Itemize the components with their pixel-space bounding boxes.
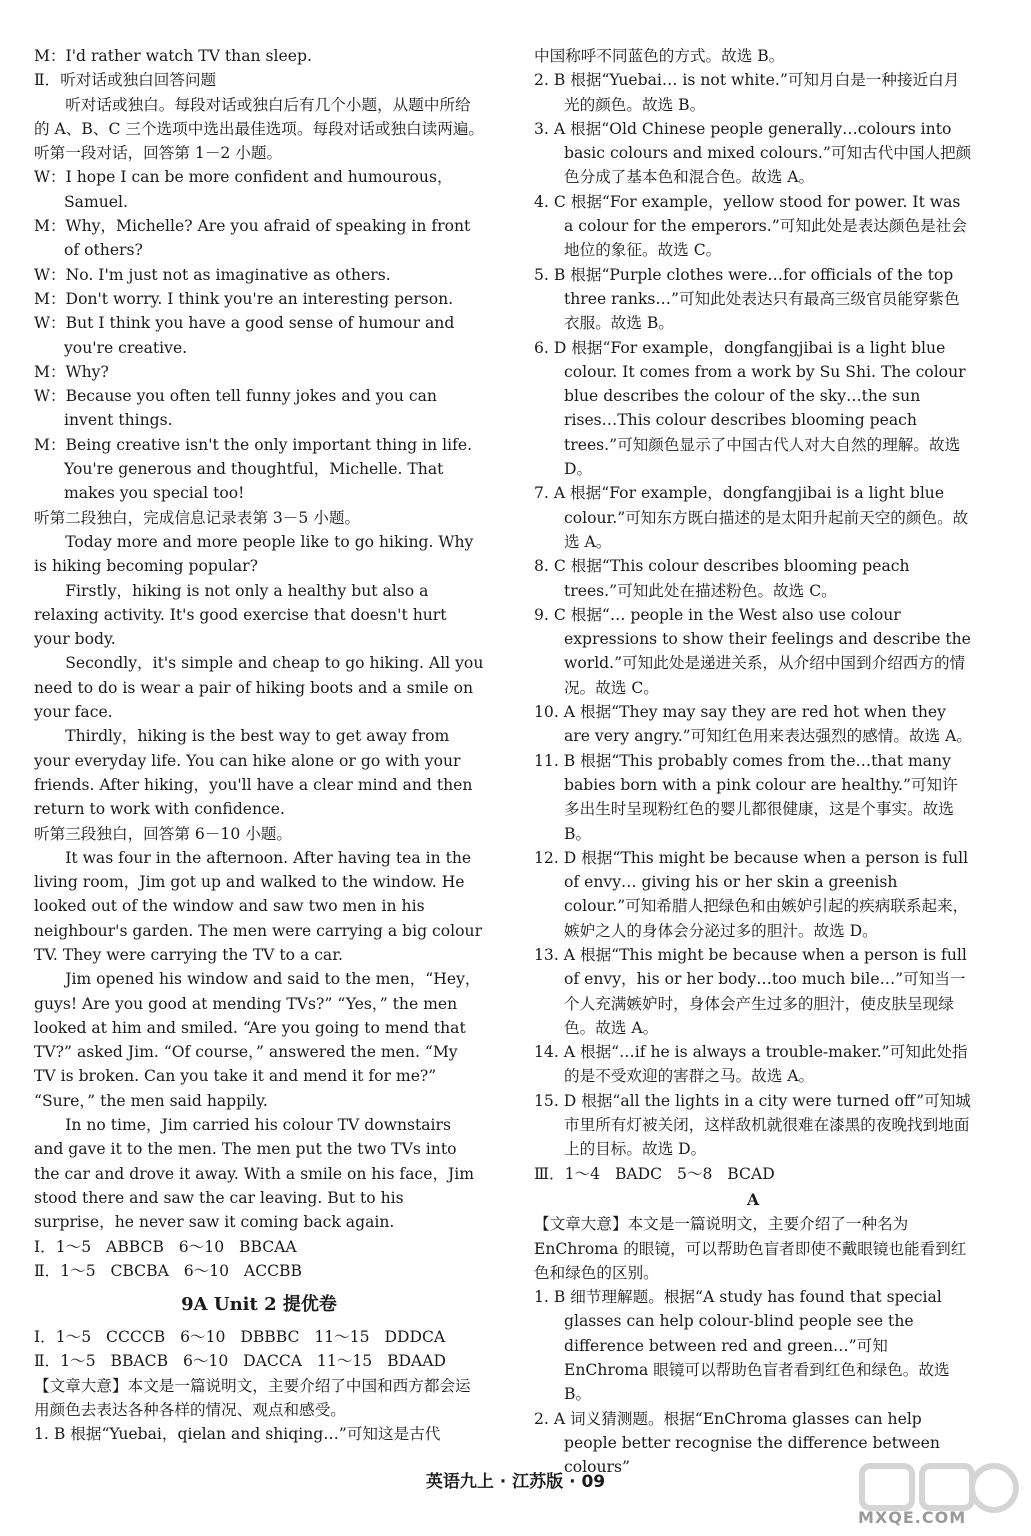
- left-column: [34, 44, 484, 1447]
- right-paragraph: 13. A 根据“This might be because when a person is full of envy，his or her body…too much bile…”可知当一个人充满嫉妒时，身体会产生过多的胆汁，使皮肤呈现绿色。故选 A。: [534, 945, 967, 1037]
- left-paragraph: M：Don't worry. I think you're an interesting person.: [34, 289, 454, 308]
- left-paragraph: 听第三段独白，回答第 6－10 小题。: [34, 824, 292, 843]
- right-paragraph: 1. B 细节理解题。根据“A study has found that special glasses can help colour-blind people see the difference between red and green…”可知 EnChroma 眼镜可以帮助色盲者看到红色和绿色。故选 B。: [534, 1288, 950, 1404]
- left-paragraph: Thirdly，hiking is the best way to get away from your everyday life. You can hike alone or go with your friends. After hiking，you'll have a clear mind and then return to work with confidence.: [34, 727, 473, 819]
- left-paragraph: 【文章大意】本文是一篇说明文，主要介绍了中国和西方都会运用颜色去表达各种各样的情况、观点和感受。: [34, 1376, 471, 1420]
- left-paragraph: 听对话或独白。每段对话或独白后有几个小题，从题中所给的 A、B、C 三个选项中选出最佳选项。每段对话或独白读两遍。: [34, 95, 485, 138]
- left-paragraph: Ⅰ．1～5 CCCCB 6～10 DBBBC 11～15 DDDCA: [34, 1328, 446, 1347]
- left-paragraph: M：Being creative isn't the only important thing in life. You're generous and thoughtful，Michelle. That makes you special too!: [34, 435, 473, 503]
- right-paragraph: 12. D 根据“This might be because when a person is full of envy… giving his or her skin a greenish colour.”可知希腊人把绿色和由嫉妒引起的疾病联系起来，嫉妒之人的身体会分泌过多的胆汁。故选 D。: [534, 848, 969, 940]
- left-paragraph: 听第二段独白，完成信息记录表第 3－5 小题。: [34, 508, 361, 527]
- left-paragraph: Ⅱ．1～5 BBACB 6～10 DACCA 11～15 BDAAD: [34, 1352, 447, 1371]
- right-paragraph: 2. A 词义猜测题。根据“EnChroma glasses can help people better recognise the difference between colours”: [534, 1409, 940, 1477]
- left-paragraph: M：I'd rather watch TV than sleep.: [34, 47, 312, 65]
- left-paragraph: 1. B 根据“Yuebai，qielan and shiqing…”可知这是古代: [34, 1425, 441, 1444]
- left-paragraph: W：But I think you have a good sense of humour and you're creative.: [34, 314, 455, 357]
- right-paragraph: Ⅲ．1～4 BADC 5～8 BCAD: [534, 1164, 775, 1183]
- left-paragraph: Firstly，hiking is not only a healthy but also a relaxing activity. It's good exercise that doesn't hurt your body.: [34, 581, 447, 649]
- right-paragraph: 7. A 根据“For example，dongfangjibai is a light blue colour.”可知东方既白描述的是太阳升起前天空的颜色。故选 A。: [534, 484, 969, 551]
- page-footer: 英语九上 · 江苏版 · 09: [425, 1472, 606, 1492]
- left-paragraph: Ⅱ．1～5 CBCBA 6～10 ACCBB: [34, 1261, 302, 1280]
- right-paragraph: 2. B 根据“Yuebai… is not white.”可知月白是一种接近白月光的颜色。故选 B。: [534, 71, 960, 114]
- left-paragraph: M：Why，Michelle? Are you afraid of speaking in front of others?: [34, 217, 471, 260]
- left-paragraph: In no time，Jim carried his colour TV downstairs and gave it to the men. The men put the two TVs into the car and drove it away. With a smile on his face，Jim stood there and saw the car leaving. But to his surprise，he never saw it coming back again.: [34, 1116, 475, 1232]
- left-paragraph: Ⅱ．听对话或独白回答问题: [34, 71, 217, 90]
- watermark-site-text: MXQE.COM: [858, 1508, 967, 1527]
- left-paragraph: 听第一段对话，回答第 1－2 小题。: [34, 144, 283, 163]
- left-paragraph: M：Why?: [34, 362, 109, 381]
- right-paragraph: 15. D 根据“all the lights in a city were turned off”可知城市里所有灯被关闭，这样敌机就很难在漆黑的夜晚找到地面上的目标。故选 D。: [534, 1091, 971, 1159]
- right-paragraph: 5. B 根据“Purple clothes were…for officials of the top three ranks…”可知此处表达只有最高三级官员能穿紫色衣服。故选 B。: [534, 265, 960, 333]
- left-paragraph: Jim opened his window and said to the men，“Hey，guys! Are you good at mending TVs?” “Yes，” the men looked at him and smiled. “Are you going to mend that TV?” asked Jim. “Of course，” answered the men. “My TV is broken. Can you take it and mend it for me?” “Sure，” the men said happily.: [34, 970, 481, 1110]
- right-column: [534, 44, 972, 1480]
- left-paragraph: Ⅰ．1～5 ABBCB 6～10 BBCAA: [34, 1237, 297, 1256]
- left-paragraph: W：No. I'm just not as imaginative as others.: [34, 265, 391, 284]
- right-paragraph: 9. C 根据“… people in the West also use colour expressions to show their feelings and describe the world.”可知此处是递进关系，从介绍中国到介绍西方的情况。故选 C。: [534, 605, 971, 697]
- right-paragraph: 中国称呼不同蓝色的方式。故选 B。: [534, 47, 785, 65]
- right-paragraph: 11. B 根据“This probably comes from the…that many babies born with a pink colour are healthy.”可知许多出生时呈现粉红色的婴儿都很健康，这是个事实。故选 B。: [534, 751, 958, 843]
- right-paragraph: 6. D 根据“For example，dongfangjibai is a light blue colour. It comes from a work by Su Shi. The colour blue describes the colour of the sky…the sun rises…This colour describes blooming peach trees.”可知颜色显示了中国古代人对大自然的理解。故选 D。: [534, 338, 966, 479]
- left-paragraph: 9A Unit 2 提优卷: [181, 1294, 337, 1316]
- left-paragraph: It was four in the afternoon. After having tea in the living room，Jim got up and walked to the window. He looked out of the window and saw two men in his neighbour's garden. The men were carrying a big colour TV. They were carrying the TV to a car.: [34, 848, 483, 964]
- right-paragraph: 3. A 根据“Old Chinese people generally…colours into basic colours and mixed colours.”可知古代中国人把颜色分成了基本色和混合色。故选 A。: [534, 119, 972, 187]
- left-paragraph: W：I hope I can be more confident and humourous，Samuel.: [34, 168, 453, 211]
- right-paragraph: 8. C 根据“This colour describes blooming peach trees.”可知此处在描述粉色。故选 C。: [534, 557, 910, 600]
- right-paragraph: 4. C 根据“For example，yellow stood for power. It was a colour for the emperors.”可知此处是表达颜色是社会地位的象征。故选 C。: [534, 192, 967, 260]
- right-paragraph: 14. A 根据“…if he is always a trouble-maker.”可知此处指的是不受欢迎的害群之马。故选 A。: [534, 1043, 968, 1086]
- right-paragraph: 【文章大意】本文是一篇说明文，主要介绍了一种名为 EnChroma 的眼镜，可以帮助色盲者即使不戴眼镜也能看到红色和绿色的区别。: [534, 1215, 967, 1282]
- right-paragraph: A: [746, 1189, 760, 1209]
- left-paragraph: W：Because you often tell funny jokes and you can invent things.: [34, 387, 437, 430]
- left-paragraph: Today more and more people like to go hiking. Why is hiking becoming popular?: [34, 532, 474, 576]
- left-paragraph: Secondly，it's simple and cheap to go hiking. All you need to do is wear a pair of hiking boots and a smile on your face.: [34, 654, 484, 722]
- right-paragraph: 10. A 根据“They may say they are red hot when they are very angry.”可知红色用来表达强烈的感情。故选 A。: [534, 703, 972, 746]
